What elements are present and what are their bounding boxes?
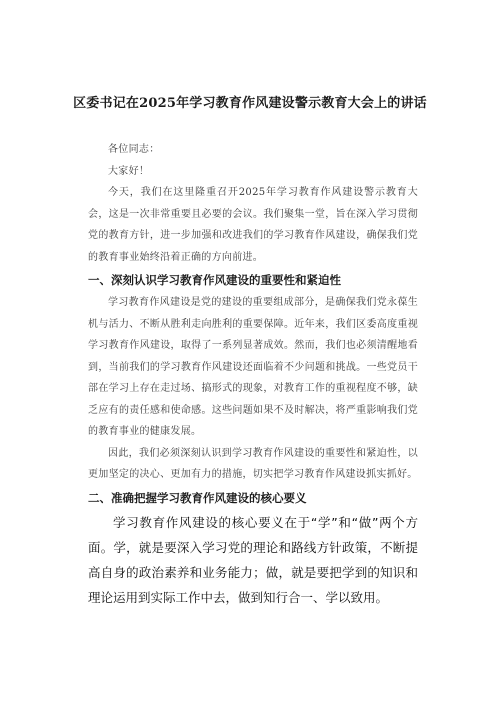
section-1-paragraph-1: 学习教育作风建设是党的建设的重要组成部分，是确保我们党永葆生机与活力、不断从胜利走向胜利的重要保障。近年来，我们区委高度重视学习教育作风建设，取得了一系列显著成效。然而，我们也必须清醒地看到，当前我们的学习教育作风建设还面临着不少问题和挑战。一些党员干部在学习上存在走过场、搞形式的现象，对教育工作的重视程度不够，缺乏应有的责任感和使命感。这些问题如果不及时解决，将严重影响我们党的教育事业的健康发展。 [88,297,418,437]
section-1-paragraph-2: 因此，我们必须深刻认识到学习教育作风建设的重要性和紧迫性，以更加坚定的决心、更加有力的措施，切实把学习教育作风建设抓实抓好。 [88,447,418,480]
intro-paragraph: 今天，我们在这里隆重召开2025年学习教育作风建设警示教育大会，这是一次非常重要且必要的会议。我们聚集一堂，旨在深入学习贯彻党的教育方针，进一步加强和改进我们的学习教育作风建设，确保我们党的教育事业始终沿着正确的方向前进。 [88,187,418,263]
greeting: 大家好！ [108,165,150,177]
section-heading-1: 一、深刻认识学习教育作风建设的重要性和紧迫性 [88,273,341,287]
document-body [88,139,418,610]
section-heading-2: 二、准确把握学习教育作风建设的核心要义 [88,490,307,505]
document-title: 区委书记在2025年学习教育作风建设警示教育大会上的讲话 [73,96,427,111]
section-2-paragraph-1: 学习教育作风建设的核心要义在于“学”和“做”两个方面。学，就是要深入学习党的理论和路线方针政策，不断提高自身的政治素养和业务能力；做，就是要把学到的知识和理论运用到实际工作中去，做到知行合一、学以致用。 [88,514,418,605]
salutation: 各位同志： [108,144,160,155]
